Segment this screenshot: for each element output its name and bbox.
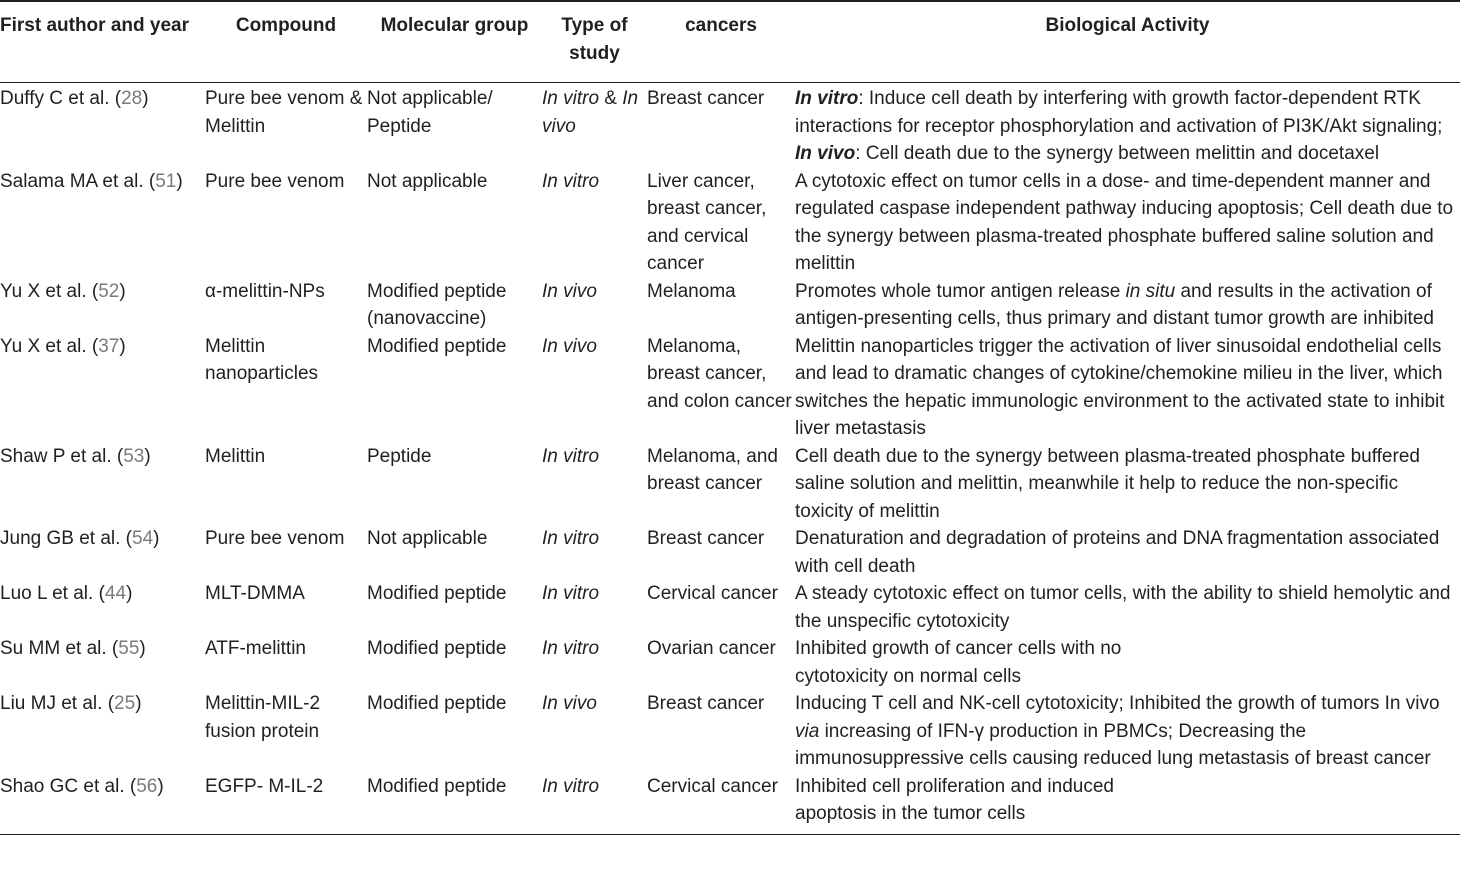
activity-cell: Melittin nanoparticles trigger the activation of liver sinusoidal endothelial cells and lead to dramatic changes of cytokine/chemokine milieu in the liver, which switches the hepatic immunologic environment to the activated state to inhibit liver metastasis — [795, 335, 1445, 439]
author-cell: Yu X et al. (52) — [0, 280, 126, 302]
cancers-cell: Cervical cancer — [647, 583, 778, 604]
cancers-cell: Melanoma — [647, 280, 736, 302]
author-cell: Liu MJ et al. (25) — [0, 693, 142, 714]
activity-cell: Denaturation and degradation of proteins and DNA fragmentation associated with cell death — [795, 528, 1440, 577]
cancers-cell: Breast cancer — [647, 528, 765, 549]
author-cell: Duffy C et al. (28) — [0, 88, 149, 109]
activity-cell: Promotes whole tumor antigen release in situ and results in the activation of antigen-presenting cells, thus primary and distant tumor growth are inhibited — [795, 280, 1434, 329]
study-cell: In vitro — [542, 583, 600, 604]
study-cell: In vivo — [542, 280, 597, 302]
reference-link[interactable]: 51 — [155, 170, 177, 192]
header-cancers: cancers — [647, 3, 795, 83]
study-cell: In vitro — [542, 528, 600, 549]
cancers-cell: Cervical cancer — [647, 773, 795, 835]
table-row — [0, 773, 1460, 835]
group-cell: Modified peptide — [367, 773, 542, 835]
header-group: Molecular group — [367, 3, 542, 83]
cancers-cell: Breast cancer — [647, 88, 765, 109]
group-cell: Modified peptide — [367, 693, 507, 714]
reference-link[interactable]: 37 — [98, 335, 120, 357]
compound-cell: Melittin nanoparticles — [205, 335, 319, 384]
study-cell: In vitro — [542, 773, 647, 835]
study-cell: In vivo — [542, 335, 597, 357]
group-cell: Peptide — [367, 445, 432, 467]
table-row — [0, 525, 1460, 580]
author-cell: Su MM et al. (55) — [0, 638, 146, 659]
reference-link[interactable]: 44 — [104, 583, 127, 604]
table-row — [0, 278, 1460, 333]
group-cell: Modified peptide — [367, 335, 507, 357]
group-cell: Not applicable — [367, 528, 488, 549]
activity-cell: A steady cytotoxic effect on tumor cells, with the ability to shield hemolytic and the unspecific cytotoxicity — [795, 583, 1451, 632]
compound-cell: Pure bee venom — [205, 170, 345, 192]
compound-cell: EGFP- M-IL-2 — [205, 773, 367, 835]
top-rule — [0, 0, 1460, 2]
activity-cell: Inhibited growth of cancer cells with no cytotoxicity on normal cells — [795, 638, 1122, 687]
activity-cell: Cell death due to the synergy between plasma-treated phosphate buffered saline solution and melittin, meanwhile it help to reduce the non-specific toxicity of melittin — [795, 445, 1420, 522]
cancers-cell: Melanoma, and breast cancer — [647, 445, 778, 494]
group-cell: Modified peptide — [367, 638, 507, 659]
table-row — [0, 690, 1460, 773]
header-author: First author and year — [0, 3, 205, 83]
study-cell: In vivo — [542, 693, 597, 714]
author-cell: Jung GB et al. (54) — [0, 528, 160, 549]
study-cell: In vitro — [542, 170, 600, 192]
table-row — [0, 333, 1460, 443]
compound-cell: Melittin — [205, 445, 266, 467]
compound-cell: MLT-DMMA — [205, 583, 305, 604]
author-cell: Shao GC et al. (56) — [0, 773, 205, 835]
activity-cell: Inducing T cell and NK-cell cytotoxicity; Inhibited the growth of tumors In vivo via increasing of IFN-γ production in PBMCs; Decreasing the immunosuppressive cells causing reduced lung metastasis of breast cancer — [795, 693, 1440, 769]
header-study: Type of study — [542, 3, 647, 83]
author-cell: Salama MA et al. (51) — [0, 170, 183, 192]
compound-cell: Pure bee venom — [205, 528, 345, 549]
compound-cell: Melittin-MIL-2 fusion protein — [205, 693, 321, 742]
activity-cell: In vitro: Induce cell death by interfering with growth factor-dependent RTK interactions for receptor phosphorylation and activation of PI3K/Akt signaling; In vivo: Cell death due to the synergy between melittin and docetaxel — [795, 88, 1443, 164]
author-cell: Yu X et al. (37) — [0, 335, 126, 357]
activity-cell: Inhibited cell proliferation and induced apoptosis in the tumor cells — [795, 773, 1460, 835]
study-cell: In vitro — [542, 638, 600, 659]
reference-link[interactable]: 28 — [121, 88, 143, 109]
cancers-cell: Ovarian cancer — [647, 638, 776, 659]
reference-link[interactable]: 56 — [136, 775, 158, 797]
compound-cell: Pure bee venom & Melittin — [205, 88, 363, 137]
reference-link[interactable]: 53 — [123, 445, 145, 467]
table-row — [0, 83, 1460, 168]
header-row — [0, 3, 1460, 83]
study-cell: In vitro — [542, 445, 600, 467]
compound-cell: ATF-melittin — [205, 638, 306, 659]
group-cell: Modified peptide — [367, 583, 507, 604]
table-row — [0, 635, 1460, 690]
cancers-cell: Liver cancer, breast cancer, and cervical cancer — [647, 170, 767, 274]
author-cell: Luo L et al. (44) — [0, 583, 133, 604]
melittin-studies-table — [0, 3, 1460, 835]
activity-cell: A cytotoxic effect on tumor cells in a dose- and time-dependent manner and regulated caspase independent pathway inducing apoptosis; Cell death due to the synergy between plasma-treated phosphate buffered saline solution and melittin — [795, 170, 1454, 274]
reference-link[interactable]: 54 — [132, 528, 154, 549]
group-cell: Modified peptide (nanovaccine) — [367, 280, 507, 329]
reference-link[interactable]: 55 — [118, 638, 140, 659]
table-row — [0, 580, 1460, 635]
cancers-cell: Breast cancer — [647, 693, 765, 714]
reference-link[interactable]: 25 — [114, 693, 136, 714]
table-row — [0, 443, 1460, 526]
compound-cell: α-melittin-NPs — [205, 280, 325, 302]
author-cell: Shaw P et al. (53) — [0, 445, 151, 467]
table-row — [0, 168, 1460, 278]
reference-link[interactable]: 52 — [98, 280, 120, 302]
cancers-cell: Melanoma, breast cancer, and colon cancer — [647, 335, 792, 412]
header-activity: Biological Activity — [795, 3, 1460, 83]
study-cell: In vitro & In vivo — [542, 88, 639, 137]
group-cell: Not applicable/ Peptide — [367, 88, 493, 137]
header-compound: Compound — [205, 3, 367, 83]
group-cell: Not applicable — [367, 170, 488, 192]
